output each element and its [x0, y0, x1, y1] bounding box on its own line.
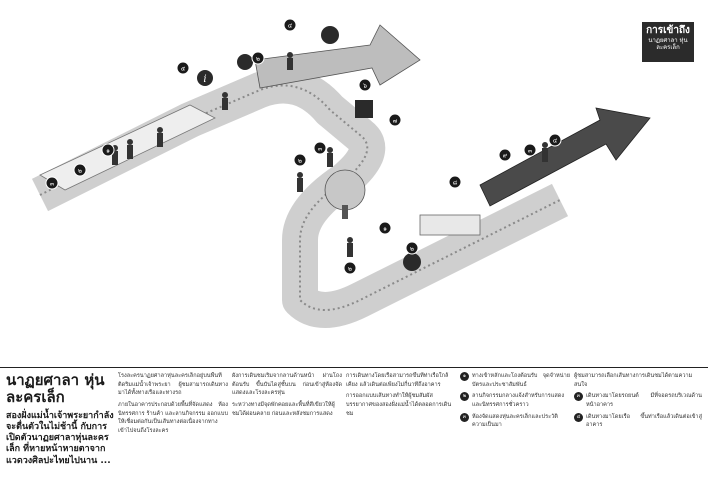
article-headline — [6, 372, 114, 467]
map-marker-label: ๗ — [392, 117, 398, 125]
badge-subtitle: นาฏยศาลา หุ่นละครเล็ก — [648, 37, 688, 51]
legend-text: เดินทางมาโดยเรือ ขึ้นท่าเรือแล้วเดินต่อเข้าสู่อาคาร — [586, 413, 702, 429]
phone-icon — [237, 54, 253, 70]
legend-item — [460, 413, 570, 430]
map-marker-label: ๒ — [410, 245, 414, 253]
map-marker-label: ๑ — [383, 225, 387, 233]
map-marker-label: ๔ — [552, 137, 558, 145]
paragraph: โรงละครนาฏยศาลาหุ่นละครเล็กอยู่บนพื้นที่ติดริมแม่น้ำเจ้าพระยา ผู้ชมสามารถเดินทางมาได้ทั้งทางเรือและทางรถ — [118, 373, 228, 397]
access-badge — [642, 22, 694, 62]
map-marker-label: ๙ — [502, 152, 508, 160]
bench-area — [420, 215, 480, 235]
paragraph: ระหว่างทางมีจุดพักคอยและพื้นที่สีเขียวให้ผู้ชมได้ผ่อนคลาย ก่อนและหลังชมการแสดง — [232, 401, 335, 417]
legend-number: ๑ — [460, 372, 469, 381]
section-divider — [0, 367, 708, 368]
legend-text: ห้องจัดแสดงหุ่นละครเล็กและประวัติความเป็นมา — [472, 413, 558, 429]
restroom-icon — [355, 100, 373, 118]
paragraph: ผังการเดินชมเริ่มจากลานด้านหน้า ผ่านโถงต้อนรับ ขึ้นบันไดสู่ชั้นบน ก่อนเข้าสู่ห้องจัดแสดงและโรงละครหุ่น — [232, 373, 342, 397]
map-marker-label: ๔ — [287, 22, 293, 30]
map-marker-label: ๖ — [363, 82, 367, 90]
legend-column-1 — [460, 372, 570, 496]
legend-item — [574, 392, 702, 409]
tree-icon — [325, 170, 365, 210]
paragraph: การเดินทางโดยเรือสามารถขึ้นที่ท่าเรือใกล้เคียง แล้วเดินต่อเพียงไม่กี่นาทีถึงอาคาร — [346, 373, 449, 388]
map-marker-label: ๓ — [317, 145, 323, 153]
legend-number: ๓ — [460, 413, 469, 422]
page-title: นาฏยศาลา หุ่นละครเล็ก — [6, 371, 105, 407]
tree-trunk — [342, 205, 348, 219]
map-marker-label: ๓ — [49, 180, 55, 188]
map-marker-label: ๑ — [106, 147, 110, 155]
legend-item — [460, 392, 570, 409]
restaurant-icon — [321, 26, 339, 44]
map-marker-label: ๒ — [298, 157, 302, 165]
map-marker-label: ๒ — [348, 265, 352, 273]
legend-text: เดินทางมาโดยรถยนต์ มีที่จอดรถบริเวณด้านหน้าอาคาร — [586, 393, 702, 408]
map-marker-label: ๕ — [180, 65, 186, 73]
body-column-3 — [346, 372, 456, 496]
legend-text: ทางเข้าหลักและโถงต้อนรับ จุดจำหน่ายบัตรและประชาสัมพันธ์ — [472, 373, 570, 388]
legend-text: ลานกิจกรรมกลางแจ้งสำหรับการแสดงและนิทรรศการชั่วคราว — [472, 393, 565, 408]
map-marker-label: ๓ — [527, 147, 533, 155]
page-subtitle: สองฝั่งแม่น้ำเจ้าพระยากำลังจะตื่นตัวในไม่ช้านี้ กับการเปิดตัวนาฏยศาลาหุ่นละครเล็ก ที่หายหน้าหายตาจากแวดวงศิลปะไทยไปนาน ... — [6, 410, 114, 466]
body-column-2 — [232, 372, 342, 496]
crown-icon — [403, 253, 421, 271]
paragraph: ผู้ชมสามารถเลือกเส้นทางการเดินชมได้ตามความสนใจ — [574, 373, 693, 388]
legend-number: ๒ — [460, 392, 469, 401]
legend-column-2 — [574, 372, 702, 496]
body-column-1 — [118, 372, 228, 496]
legend-item — [460, 372, 570, 389]
legend-item — [574, 413, 702, 430]
legend-number: ๓ — [574, 392, 583, 401]
legend-number: ๔ — [574, 413, 583, 422]
map-marker-label: ๒ — [78, 167, 82, 175]
map-marker-label: ๘ — [452, 179, 458, 187]
badge-title: การเข้าถึง — [646, 25, 690, 36]
svg-text:i: i — [203, 74, 207, 85]
paragraph: การออกแบบเส้นทางทำให้ผู้ชมสัมผัสบรรยากาศของสองฝั่งแม่น้ำได้ตลอดการเดินชม — [346, 393, 452, 417]
paragraph: ภายในอาคารประกอบด้วยพื้นที่จัดแสดง ห้องนิทรรศการ ร้านค้า และลานกิจกรรม ออกแบบให้เชื่อมต่อกันเป็นเส้นทางต่อเนื่องจากทางเข้าไปจนถึงโรงละคร — [118, 401, 228, 434]
map-marker-label: ๒ — [256, 55, 260, 63]
